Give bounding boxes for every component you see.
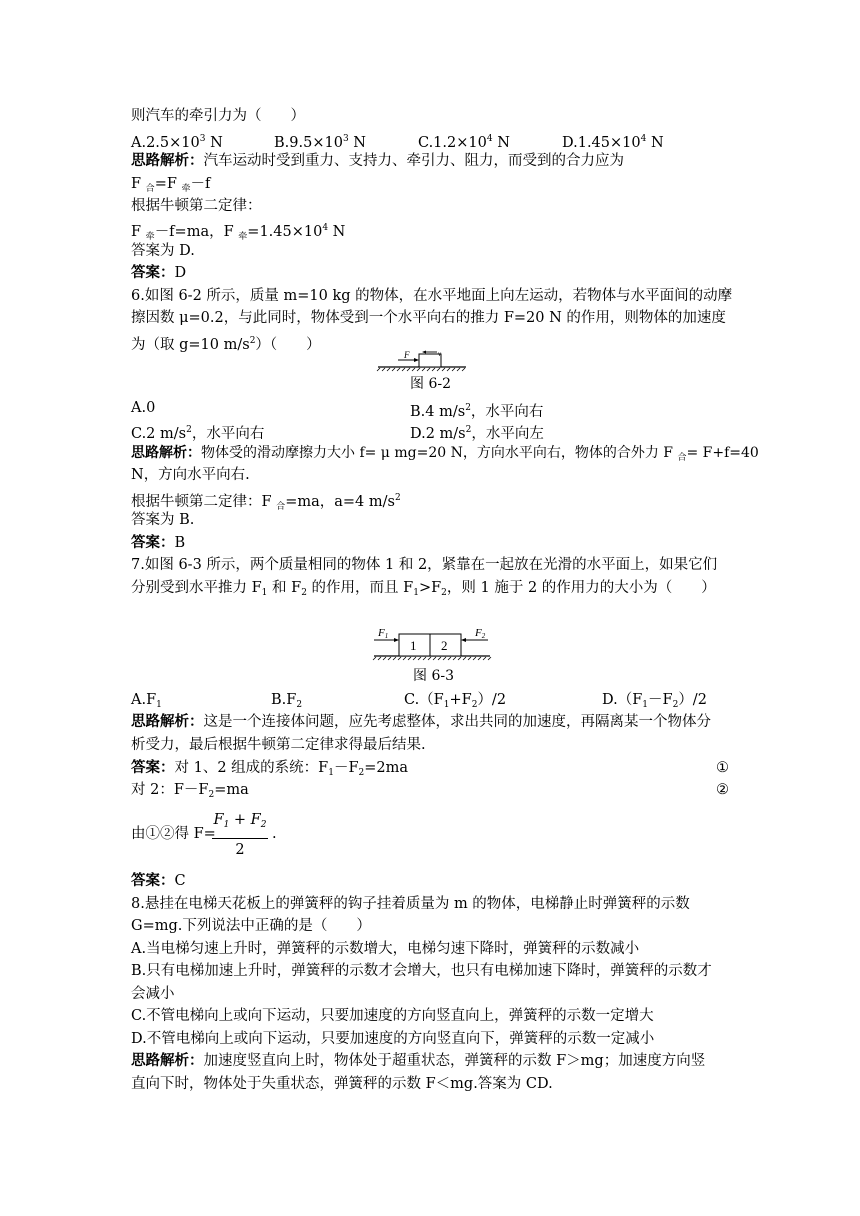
q5-equation-1: F $_合$=F $_牵$－f bbox=[131, 176, 211, 194]
q5-stem-tail: 则汽车的牵引力为（ ） bbox=[131, 108, 305, 124]
q8-option-b-line-2: 会减小 bbox=[131, 986, 175, 1002]
q6-answer: 答案：B bbox=[131, 534, 186, 551]
q8-option-c: C.不管电梯向上或向下运动，只要加速度的方向竖直向上，弹簧秤的示数一定增大 bbox=[131, 1008, 654, 1024]
q6-stem-line-2: 擦因数 μ=0.2，与此同时，物体受到一个水平向右的推力 F=20 N 的作用，则物体的加速度 bbox=[131, 310, 726, 326]
equation-marker-1: ① bbox=[716, 760, 729, 776]
q5-analysis: 思路解析：汽车运动时受到重力、支持力、牵引力、阻力，而受到的合力应为 bbox=[131, 152, 624, 169]
block-1-label: 1 bbox=[410, 638, 417, 653]
q6-law: 根据牛顿第二定律：F $_合$=ma，a=4 $m/s^2$ bbox=[131, 493, 401, 512]
figure-6-3 bbox=[370, 624, 494, 662]
q7-answer-line-2: 对 2：$F-F_2=ma$ bbox=[131, 782, 249, 800]
q6-option-d: D.2 $m/s^2$，水平向左 bbox=[410, 425, 544, 442]
q7-derivation-end: . bbox=[272, 826, 277, 842]
q5-answer: 答案：D bbox=[131, 264, 187, 281]
fraction bbox=[210, 810, 270, 861]
q8-stem-line-2: G=mg.下列说法中正确的是（ ） bbox=[131, 918, 371, 934]
q5-result: 答案为 D. bbox=[131, 243, 195, 259]
q8-stem-line-1: 8.悬挂在电梯天花板上的弹簧秤的钩子挂着质量为 m 的物体，电梯静止时弹簧秤的示数 bbox=[131, 896, 690, 912]
q7-analysis-line-1: 思路解析：这是一个连接体问题，应先考虑整体，求出共同的加速度，再隔离某一个物体分 bbox=[131, 713, 711, 730]
figure-6-2-caption: 图 6-2 bbox=[410, 376, 451, 392]
q8-option-a: A.当电梯匀速上升时，弹簧秤的示数增大，电梯匀速下降时，弹簧秤的示数减小 bbox=[131, 941, 640, 957]
q8-analysis-line-2: 直向下时，物体处于失重状态，弹簧秤的示数 F＜mg.答案为 CD. bbox=[131, 1076, 553, 1092]
q8-option-b-line-1: B.只有电梯加速上升时，弹簧秤的示数才会增大，也只有电梯加速下降时，弹簧秤的示数才 bbox=[131, 963, 712, 979]
block-2-label: 2 bbox=[441, 638, 448, 653]
figure-6-2 bbox=[374, 350, 470, 372]
q7-option-c: $C.(F_1+F_2)/2$ bbox=[404, 692, 507, 710]
f1-label: F1 bbox=[378, 627, 389, 640]
q7-derivation: 由①②得 F= bbox=[131, 826, 216, 842]
q8-option-d: D.不管电梯向上或向下运动，只要加速度的方向竖直向下，弹簧秤的示数一定减小 bbox=[131, 1031, 655, 1047]
q7-answer-line-1: 答案：对 1、2 组成的系统：$F_1-F_2=2ma$ bbox=[131, 759, 409, 778]
q6-analysis-line-2: N，方向水平向右. bbox=[131, 467, 250, 483]
fraction-denominator: 2 bbox=[235, 842, 245, 858]
q7-stem-line-2: 分别受到水平推力 $F_1$ 和 $F_2$ 的作用，而且 $F_1>F_2$，则 1 施于 2 的作用力的大小为（ ） bbox=[131, 580, 716, 598]
q5-option-b: $B.9.5\times 10^3$ N bbox=[274, 134, 366, 151]
q7-analysis-line-2: 析受力，最后根据牛顿第二定律求得最后结果. bbox=[131, 737, 426, 753]
q6-stem-line-3: 为（取 g=10 $m/s^2$）（ ） bbox=[131, 336, 321, 353]
q8-analysis-line-1: 思路解析：加速度竖直向上时，物体处于超重状态，弹簧秤的示数 F＞mg；加速度方向竖 bbox=[131, 1052, 706, 1069]
q5-option-c: $C.1.2\times 10^4$ N bbox=[418, 134, 510, 151]
equation-marker-2: ② bbox=[716, 782, 729, 798]
q5-option-a: $A.2.5\times 10^3$ N bbox=[131, 134, 223, 151]
figure-6-3-caption: 图 6-3 bbox=[413, 668, 454, 684]
q6-analysis-line-1: 思路解析：物体受的滑动摩擦力大小 f= μ mg=20 N，方向水平向右，物体的合外力 F $_合$= F+f=40 bbox=[131, 445, 759, 463]
fraction-numerator: $F_1 + F_2$ bbox=[213, 812, 267, 830]
force-label: F bbox=[404, 350, 410, 360]
q7-option-d: $D.(F_1-F_2)/2$ bbox=[602, 692, 707, 710]
q5-law: 根据牛顿第二定律： bbox=[131, 198, 262, 214]
q5-equation-2: F $_牵$－f=ma，F $_牵=1.45\times 10^4$ N bbox=[131, 223, 346, 242]
q6-result: 答案为 B. bbox=[131, 512, 195, 528]
velocity-label: v bbox=[438, 350, 442, 358]
q7-stem-line-1: 7.如图 6-3 所示，两个质量相同的物体 1 和 2，紧靠在一起放在光滑的水平面上，如果它们 bbox=[131, 557, 718, 573]
q6-option-c: C.2 $m/s^2$，水平向右 bbox=[131, 425, 265, 442]
q7-final-answer: 答案：C bbox=[131, 872, 186, 889]
q7-option-a: $A.F_1$ bbox=[131, 692, 162, 710]
q6-stem-line-1: 6.如图 6-2 所示，质量 m=10 kg 的物体，在水平地面上向左运动，若物体与水平面间的动摩 bbox=[131, 288, 733, 304]
q7-option-b: $B.F_2$ bbox=[271, 692, 303, 710]
q6-option-a: A.0 bbox=[131, 400, 156, 416]
q6-option-b: B.4 $m/s^2$，水平向右 bbox=[410, 403, 544, 420]
f2-label: F2 bbox=[475, 627, 486, 640]
q5-option-d: $D.1.45\times 10^4$ N bbox=[562, 134, 664, 151]
